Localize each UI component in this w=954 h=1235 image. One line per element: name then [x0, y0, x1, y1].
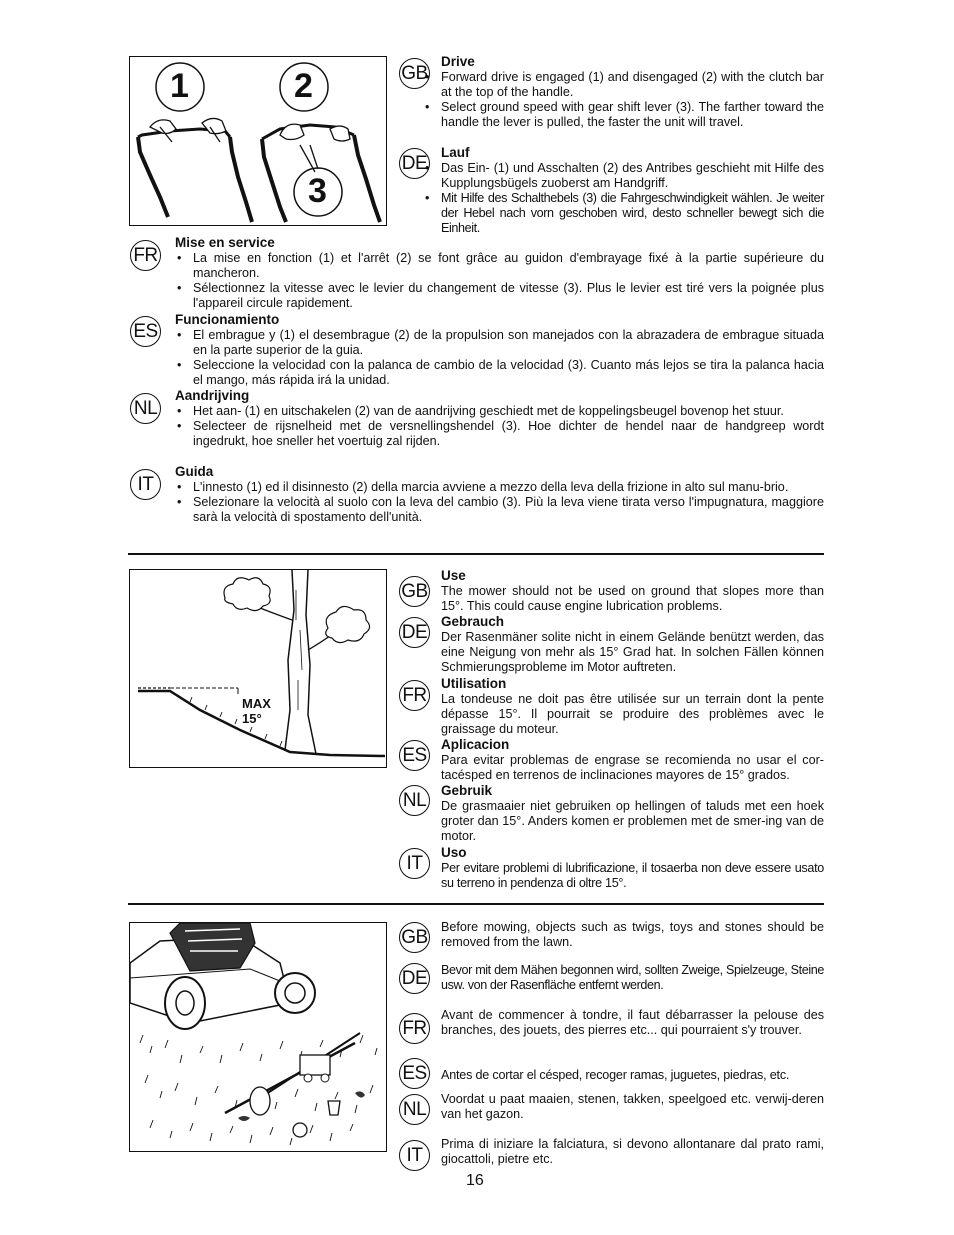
section-text: The mower should not be used on ground that slopes more than 15°. This could cause engine lubrication problems. [441, 584, 824, 613]
debris-gb-text: Before mowing, objects such as twigs, toys and stones should be removed from the lawn. [441, 920, 824, 949]
drive-es-block [175, 312, 824, 388]
bullet-item: • Seleccione la velocidad con la palanca de cambio de la velocidad (3). Cuanto más lejos se tira la palanca hacia el mango, más rápida irá la unidad. [175, 358, 824, 388]
bullet-item: • Select ground speed with gear shift lever (3). The farther toward the handle the lever is pulled, the faster the unit will travel. [423, 100, 824, 130]
bullet-item: • El embrague y (1) el desembrague (2) de la propulsion son manejados con la abrazadera de embrague situada en la parte superior de la guia. [175, 328, 824, 358]
lang-badge-gb: GB [399, 922, 430, 953]
drive-nl-block [175, 388, 824, 449]
figure-number-1: 1 [170, 67, 189, 105]
mower-debris-illustration [130, 923, 385, 1150]
drive-it-block [175, 464, 824, 525]
lang-badge-gb: GB [399, 576, 430, 607]
lang-badge-it: IT [399, 848, 430, 879]
lang-badge-it: IT [130, 469, 161, 500]
lang-badge-gb: GB [399, 58, 430, 89]
lang-badge-fr: FR [399, 680, 430, 711]
debris-de-text: Bevor mit dem Mähen begonnen wird, sollten Zweige, Spielzeuge, Steine usw. von der Rasenfläche entfernt werden. [441, 963, 824, 992]
debris-nl-text: Voordat u paat maaien, stenen, takken, speelgoed etc. verwij-deren van het gazon. [441, 1092, 824, 1121]
section-title: Gebruik [441, 783, 493, 798]
lang-badge-de: DE [399, 617, 430, 648]
handle-illustration [130, 57, 385, 224]
section-title: Uso [441, 845, 467, 860]
lang-badge-es: ES [399, 740, 430, 771]
use-nl-block [441, 783, 824, 844]
lang-badge-fr: FR [399, 1013, 430, 1044]
lang-badge-fr: FR [130, 240, 161, 271]
bullet-item: • Das Ein- (1) und Asschalten (2) des Antribes geschieht mit Hilfe des Kupplungsbügels zuoberst am Handgriff. [423, 161, 824, 191]
section-title: Drive [441, 54, 475, 69]
section-title: Mise en service [175, 235, 275, 250]
lang-badge-de: DE [399, 963, 430, 994]
bullet-item: • Selezionare la velocità al suolo con la leva del cambio (3). Più la leva viene tirata verso l'impugnatura, maggiore sarà la velocità di spostamento dell'unità. [175, 495, 824, 525]
section-divider [128, 903, 824, 905]
lang-badge-nl: NL [130, 393, 161, 424]
section-text: De grasmaaier niet gebruiken op hellingen of taluds met een hoek groter dan 15°. Anders komen er problemen met de smer-ing van de motor. [441, 799, 824, 843]
bullet-item: • La mise en fonction (1) et l'arrêt (2) se font grâce au guidon d'embrayage fixé à la partie supérieure du mancheron. [175, 251, 824, 281]
lang-badge-es: ES [399, 1058, 430, 1089]
section-title: Funcionamiento [175, 312, 280, 327]
section-title: Aandrijving [175, 388, 250, 403]
use-it-block [441, 845, 824, 891]
lang-badge-nl: NL [399, 785, 430, 816]
lang-badge-de: DE [399, 148, 430, 179]
figure-number-3: 3 [308, 172, 327, 210]
drive-gb-block [441, 54, 824, 130]
bullet-item: • Het aan- (1) en uitschakelen (2) van de aandrijving geschiedt met de koppelingsbeugel bovenop het stuur. [175, 404, 824, 419]
page-number: 16 [466, 1172, 484, 1189]
slope-label-max: MAX [242, 696, 271, 711]
slope-figure [129, 569, 387, 768]
section-title: Utilisation [441, 676, 507, 691]
drive-de-block [441, 145, 824, 236]
section-text: Para evitar problemas de engrase se recomienda no usar el cor-tacésped en terrenos de inclinaciones mayores de 15° grados. [441, 753, 824, 782]
use-es-block [441, 737, 824, 783]
lang-badge-es: ES [130, 316, 161, 347]
section-divider [128, 553, 824, 555]
bullet-item: • Selecteer de rijsnelheid met de versnellingshendel (3). Hoe dichter de hendel naar de handgreep wordt ingedrukt, hoe sneller het voertuig zal rijden. [175, 419, 824, 449]
section-text: La tondeuse ne doit pas être utilisée sur un terrain dont la pente dépasse 15°. Il pourrait se produire des problèmes avec le graissage du moteur. [441, 692, 824, 736]
drive-fr-block [175, 235, 824, 311]
section-title: Gebrauch [441, 614, 505, 629]
lang-badge-it: IT [399, 1140, 430, 1171]
section-text: Per evitare problemi di lubrificazione, il tosaerba non deve essere usato su terreno in pendenza di oltre 15°. [441, 861, 824, 890]
bullet-item: • Forward drive is engaged (1) and disengaged (2) with the clutch bar at the top of the handle. [423, 70, 824, 100]
debris-fr-text: Avant de commencer à tondre, il faut débarrasser la pelouse des branches, des jouets, des pierres etc... qui pourraient s'y trouver. [441, 1008, 824, 1037]
slope-label-degree: 15° [242, 711, 262, 726]
lawn-debris-figure [129, 922, 387, 1152]
debris-es-text: Antes de cortar el césped, recoger ramas, juguetes, piedras, etc. [441, 1068, 790, 1082]
slope-tree-illustration [130, 570, 385, 766]
section-title: Use [441, 568, 466, 583]
bullet-item: • Sélectionnez la vitesse avec le levier du changement de vitesse (3). Plus le levier est tiré vers la poignée plus l'appareil circule rapidement. [175, 281, 824, 311]
use-de-block [441, 614, 824, 675]
section-title: Guida [175, 464, 214, 479]
clutch-figure [129, 56, 387, 226]
debris-it-text: Prima di iniziare la falciatura, si devono allontanare dal prato rami, giocattoli, pietre etc. [441, 1137, 824, 1166]
bullet-item: • Mit Hilfe des Schalthebels (3) die Fahrgeschwindigkeit wählen. Je weiter der Hebel nach vorn geschoben wird, desto schneller bewegt sich die Einheit. [423, 191, 824, 236]
bullet-item: • L'innesto (1) ed il disinnesto (2) della marcia avviene a mezzo della leva della frizione in alto sul manu-brio. [175, 480, 824, 495]
section-title: Aplicacion [441, 737, 510, 752]
figure-number-2: 2 [294, 67, 313, 105]
use-fr-block [441, 676, 824, 737]
section-text: Der Rasenmäner solite nicht in einem Gelände benützt werden, das eine Neigung von mehr als 15° Grad hat. In solchen Fällen können Schmierungsprobleme im Motor auftreten. [441, 630, 824, 674]
lang-badge-nl: NL [399, 1094, 430, 1125]
section-title: Lauf [441, 145, 470, 160]
use-gb-block [441, 568, 824, 614]
